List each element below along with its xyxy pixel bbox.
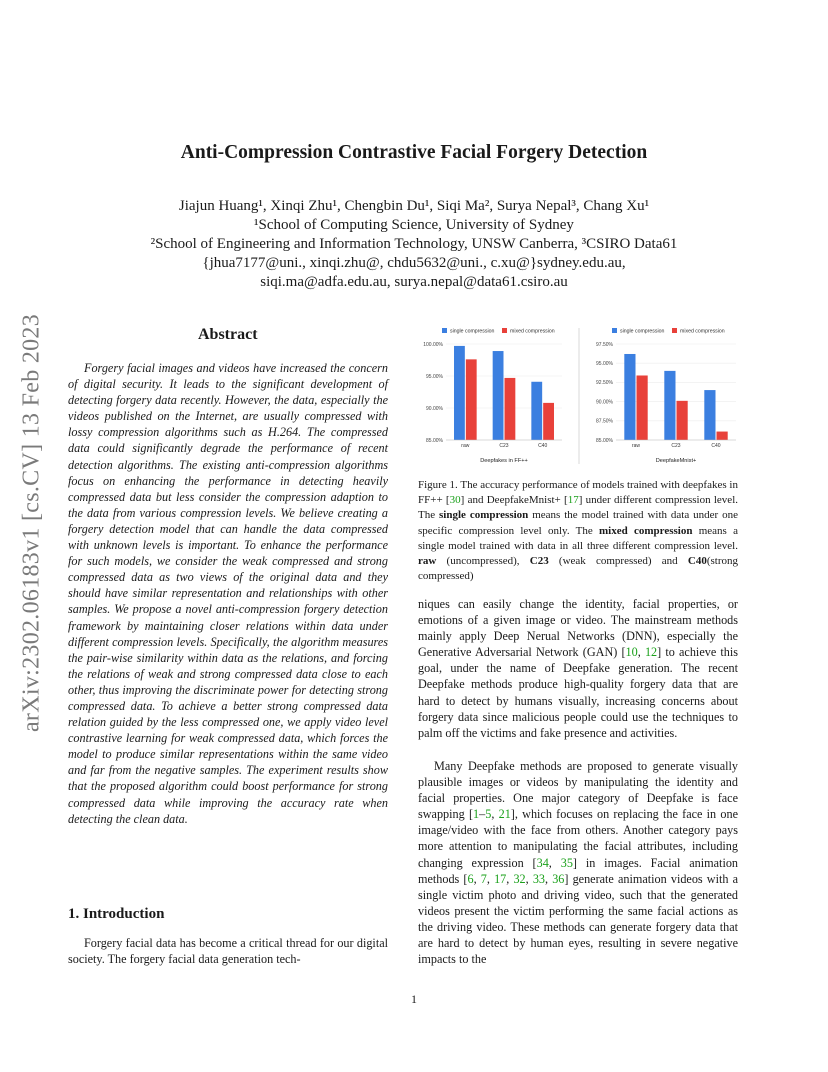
figure-1 — [414, 322, 742, 470]
body-paragraph: niques can easily change the identity, facial properties, or emotions of a given image or video. The mainstream methods mainly apply Deep Nerual Networks (DNN), especially the Generative Adversarial Network (GAN) [10, 12] to achieve this goal, under the name of Deepfake generation. The recent Deepfake methods produce high-quality forgery data that are hard to detect by humans visually, increasing concerns about forgery data since malicious people could use the techniques to palm off the victims and fake presence and activities. — [418, 597, 739, 740]
x-tick-label: C23 — [499, 443, 509, 449]
citation-link[interactable]: 21 — [498, 807, 511, 822]
bar — [493, 351, 504, 440]
y-tick-label: 87.50% — [596, 418, 613, 425]
arxiv-stamp — [16, 288, 48, 758]
bar — [677, 401, 688, 440]
affiliation-2: ²School of Engineering and Information Technology, UNSW Canberra, ³CSIRO Data61 — [150, 236, 678, 252]
citation-link[interactable]: 34 — [536, 855, 549, 870]
citation-link[interactable]: 5 — [485, 807, 492, 822]
citation-link[interactable]: 36 — [552, 871, 565, 886]
x-tick-label: raw — [461, 443, 470, 449]
citation-link[interactable]: 1 — [473, 807, 480, 822]
y-tick-label: 90.00% — [596, 399, 613, 406]
y-tick-label: 95.00% — [426, 373, 443, 380]
paper-title: Anti-Compression Contrastive Facial Forgery Detection — [180, 142, 648, 163]
bar — [717, 432, 728, 440]
legend-label: single compression — [620, 328, 665, 335]
bar — [531, 382, 542, 440]
bar — [505, 378, 516, 440]
x-tick-label: C40 — [711, 443, 721, 449]
citation-link[interactable]: 35 — [560, 855, 573, 870]
citation-link[interactable]: 17 — [494, 871, 507, 886]
y-tick-label: 100.00% — [423, 341, 443, 348]
y-tick-label: 90.00% — [426, 405, 443, 412]
citation-link[interactable]: 12 — [644, 645, 658, 660]
citation-link[interactable]: 30 — [449, 494, 461, 507]
intro-heading: 1. Introduction — [68, 906, 165, 922]
affiliation-1: ¹School of Computing Science, University of Sydney — [254, 217, 574, 233]
citation-link[interactable]: 32 — [513, 871, 526, 886]
citation-link[interactable]: 10 — [625, 645, 638, 660]
arxiv-stamp-text: arXiv:2302.06183v1 [cs.CV] 13 Feb 2023 — [18, 313, 45, 733]
intro-paragraph: Forgery facial data has become a critical thread for our digital society. The forgery facial data generation tech- — [68, 936, 388, 967]
bar — [543, 403, 554, 440]
bar — [454, 346, 465, 440]
body-paragraph: Many Deepfake methods are proposed to generate visually plausible images or videos by manipulating the identity and facial properties. One major category of Deepfake is face swapping [1–5, 21], which focuses on replacing the face in one image/video with the face from others. Another category pays more attention to manipulating the facial attributes, including changing expression [34, 35] in images. Facial animation methods [6, 7, 17, 32, 33, 36] generate animation videos with a single victim photo and driving video, such that the generated videos present the victim performing the same facial actions as the driving video. These methods can generate forgery data that are hard to detect by human eyes, resulting in severe negative impacts to the — [418, 759, 739, 967]
y-tick-label: 92.50% — [596, 380, 613, 387]
author-emails-2: siqi.ma@adfa.edu.au, surya.nepal@data61.csiro.au — [260, 274, 568, 290]
legend-label: single compression — [450, 328, 495, 335]
x-axis-label: Deepfakes in FF++ — [480, 458, 528, 464]
chart-ffpp — [423, 328, 562, 464]
figure-caption: Figure 1. The accuracy performance of models trained with deepfakes in FF++ [30] and DeepfakeMnist+ [17] under different compression level. The single compression means the model trained with data under one specific compression level only. The mixed compression means a single model trained with data in all three different compression level. raw (uncompressed), C23 (weak compressed) and C40(strong compressed) — [418, 479, 738, 583]
y-tick-label: 95.00% — [596, 361, 613, 367]
legend-swatch — [442, 328, 447, 333]
bar — [466, 359, 477, 440]
x-tick-label: C23 — [671, 443, 681, 449]
citation-link[interactable]: 7 — [480, 871, 487, 886]
x-tick-label: C40 — [538, 443, 548, 449]
bar — [704, 390, 715, 440]
legend-label: mixed compression — [510, 328, 555, 335]
figure-1-charts — [414, 322, 742, 470]
x-axis-label: DeepfakeMnist+ — [655, 458, 697, 464]
citation-link[interactable]: 17 — [567, 494, 579, 507]
legend-label: mixed compression — [680, 328, 725, 335]
y-tick-label: 85.00% — [596, 437, 613, 444]
abstract-text: Forgery facial images and videos have increased the concern of digital security. It leads to the significant development of detecting forgery data recently. However, the data, especially the videos published on the Internet, are usually compressed with lossy compression algorithms such as H.264. The compressed data could significantly degrade the performance of recent detection algorithms. The existing anti-compression algorithms focus on enhancing the performance in detecting heavily compressed data but less consider the compression adaption to the data from various compression levels. We believe creating a forgery detection model that can handle the data compressed with unknown levels is important. To enhance the performance for such models, we consider the weak compressed and strong compressed data as two views of the original data and they should have similar representation and relationships with other samples. We propose a novel anti-compression forgery detection framework by maintaining closer relations within data under different compression levels. Specifically, the algorithm measures the pair-wise similarity within data as the relations, and forcing the relations of weak and strong compressed data close to each other, thus improving the discriminate power for detecting strong compressed data. To achieve a better strong compressed data relation guided by the less compressed one, we apply video level contrastive learning for weak compressed data, which forces the model to produce similar representations within the same video and far from the negative samples. The experiment results show that the proposed algorithm could boost performance for strong compressed data while improving the accuracy rate when detecting the clean data. — [68, 361, 388, 826]
author-emails-1: {jhua7177@uni., xinqi.zhu@, chdu5632@uni., c.xu@}sydney.edu.au, — [202, 255, 626, 271]
x-tick-label: raw — [631, 443, 641, 449]
chart-deepfakemnist — [596, 328, 736, 464]
abstract-heading: Abstract — [198, 326, 258, 343]
bar — [664, 371, 675, 440]
legend-swatch — [502, 328, 507, 333]
page-number: 1 — [411, 992, 417, 1006]
y-tick-label: 97.50% — [596, 341, 613, 348]
citation-link[interactable]: 33 — [532, 871, 545, 886]
author-list: Jiajun Huang¹, Xinqi Zhu¹, Chengbin Du¹, Siqi Ma², Surya Nepal³, Chang Xu¹ — [178, 198, 650, 214]
bar — [637, 375, 648, 440]
bar — [624, 354, 635, 440]
legend-swatch — [612, 328, 617, 333]
legend-swatch — [672, 328, 677, 333]
y-tick-label: 85.00% — [426, 437, 443, 444]
citation-link[interactable]: 6 — [467, 871, 474, 886]
